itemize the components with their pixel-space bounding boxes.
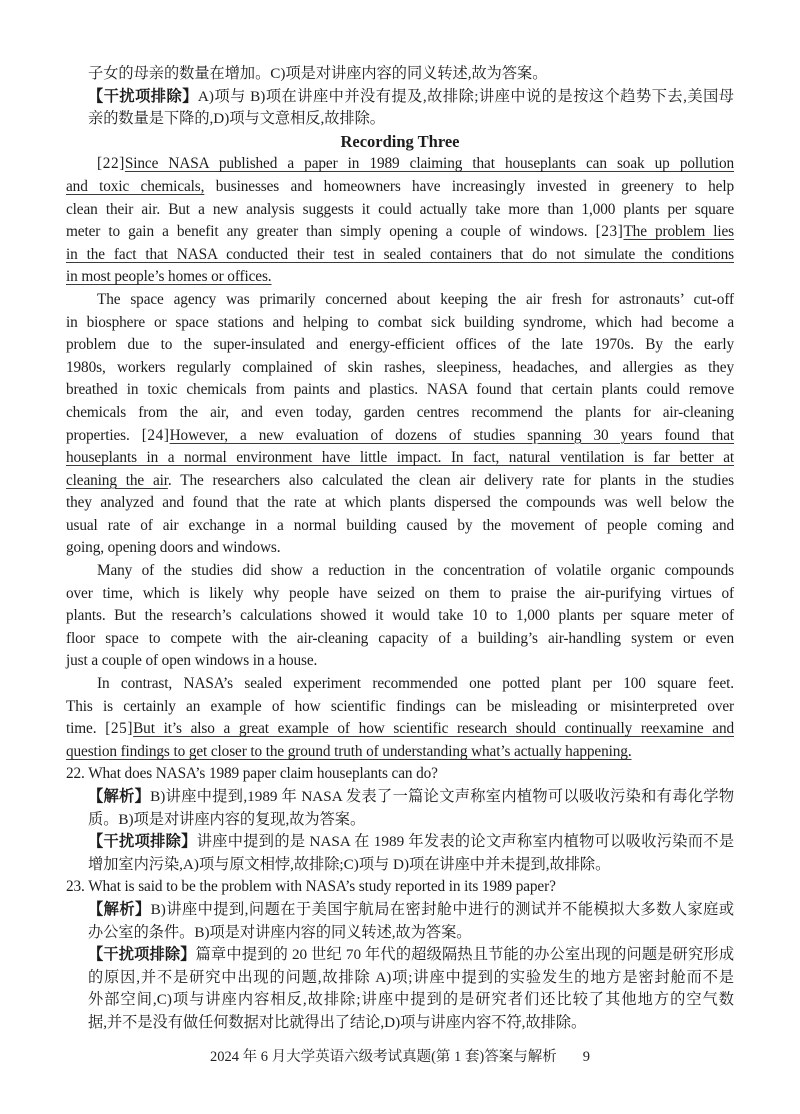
distractor-text: 的原因,并不是研究中出现的问题,故排除 A)项;讲座中提到的实验发生的地方是密封舱而不是 — [88, 968, 734, 986]
line-text: over time, which is likely why people have seized on them to praise the air-purifying virtues of — [66, 584, 734, 602]
passage-line — [66, 153, 734, 176]
passage-line — [66, 357, 734, 380]
question-marker: [23] — [595, 223, 624, 241]
page-content — [66, 63, 734, 1035]
passage-line — [66, 515, 734, 538]
line-text: usual rate of air exchange in a normal building caused by the movement of people coming and — [66, 516, 734, 534]
analysis-text: B)讲座中提到,1989 年 NASA 发表了一篇论文声称室内植物可以吸收污染和有毒化学物 — [150, 788, 735, 805]
line-text: properties. — [66, 426, 142, 444]
passage-line — [66, 402, 734, 425]
line-text: . The researchers also calculated the clean air delivery rate for plants in the studies — [167, 471, 734, 489]
distractor-text: 讲座中提到的是 NASA 在 1989 年发表的论文声称室内植物可以吸收污染而不是 — [196, 833, 735, 851]
distractor-line — [66, 831, 734, 854]
passage-line — [66, 312, 734, 335]
passage-line — [66, 696, 734, 719]
passage-line — [66, 244, 734, 267]
distractor-line — [66, 989, 734, 1012]
analysis-text: 子女的母亲的数量在增加。C)项是对讲座内容的同义转述,故为答案。 — [88, 65, 548, 82]
passage-line — [66, 605, 734, 628]
analysis-line — [66, 809, 734, 832]
distractor-text: 外部空间,C)项与讲座内容相反,故排除;讲座中提到的是研究者们还比较了其他地方的空气数 — [88, 991, 734, 1009]
previous-distractor-line — [66, 108, 734, 131]
passage-line — [66, 334, 734, 357]
distractor-text: 增加室内污染,A)项与原文相悖,故排除;C)项与 D)项在讲座中并未提到,故排除。 — [88, 855, 611, 873]
distractor-line — [66, 1012, 734, 1035]
passage-line — [66, 221, 734, 244]
line-text: plants. But the research’s calculations showed it would take 10 to 1,000 plants per square meter of — [66, 607, 734, 625]
line-text: The space agency was primarily concerned about keeping the air fresh for astronauts’ cut-off — [97, 290, 734, 308]
distractor-line — [66, 854, 734, 877]
passage-line — [66, 470, 734, 493]
answer-underline: houseplants in a normal environment have little impact. In fact, natural ventilation is far better at — [66, 449, 734, 467]
passage-line — [66, 583, 734, 606]
line-text: chemicals from the air, and even today, garden centres recommend the plants for air-cleaning — [66, 403, 734, 421]
line-text: time. — [66, 720, 106, 738]
answer-underline: question findings to get closer to the ground truth of understanding what’s actually happening. — [66, 742, 632, 760]
analysis-line — [66, 786, 734, 809]
line-text: just a couple of open windows in a house. — [66, 652, 318, 670]
passage-line — [66, 176, 734, 199]
line-text: meter to gain a benefit any greater than simply opening a couple of windows. — [66, 223, 596, 241]
line-text: In contrast, NASA’s sealed experiment recommended one potted plant per 100 square feet. — [97, 675, 734, 693]
previous-analysis-line — [66, 63, 734, 86]
passage-line — [66, 560, 734, 583]
passage-line — [66, 628, 734, 651]
passage-line — [66, 718, 734, 741]
line-text: This is certainly an example of how scientific findings can be misleading or misinterpreted over — [66, 697, 734, 715]
answer-underline: But it’s also a great example of how scientific research should continually reexamine and — [133, 720, 735, 738]
line-text: businesses and homeowners have increasingly invested in greenery to help — [204, 177, 734, 195]
answer-underline: Since NASA published a paper in 1989 claiming that houseplants can soak up pollution — [124, 155, 734, 173]
analysis-text: 质。B)项是对讲座内容的复现,故为答案。 — [88, 810, 366, 828]
passage-line — [66, 447, 734, 470]
passage-line — [66, 673, 734, 696]
distractor-text: 篇章中提到的 20 世纪 70 年代的超级隔热且节能的办公室出现的问题是研究形成 — [195, 946, 735, 964]
answer-underline: cleaning the air — [66, 471, 168, 489]
passage-line — [66, 266, 734, 289]
page-footer — [0, 1046, 800, 1068]
distractor-label: 【干扰项排除】 — [88, 87, 198, 105]
question-marker: [22] — [97, 155, 125, 173]
answer-underline: The problem lies — [623, 223, 735, 241]
page-number: 9 — [582, 1049, 591, 1065]
distractor-text: 亲的数量是下降的,D)项与文意相反,故排除。 — [88, 110, 385, 128]
question-text: 22. What does NASA’s 1989 paper claim houseplants can do? — [66, 765, 438, 783]
distractor-line — [66, 944, 734, 967]
distractor-label: 【干扰项排除】 — [88, 946, 196, 964]
distractor-line — [66, 967, 734, 990]
line-text: Many of the studies did show a reduction in the concentration of volatile organic compounds — [97, 562, 734, 580]
distractor-text: A)项与 B)项在讲座中并没有提及,故排除;讲座中说的是按这个趋势下去,美国母 — [197, 87, 734, 105]
line-text: problem due to the super-insulated and energy-efficient offices of the late 1970s. By the early — [66, 336, 734, 354]
previous-distractor-line — [66, 86, 734, 109]
footer-title: 2024 年 6 月大学英语六级考试真题(第 1 套)答案与解析 — [209, 1049, 557, 1065]
answer-underline: in the fact that NASA conducted their test in sealed containers that do not simulate the conditions — [66, 245, 734, 263]
passage-line — [66, 379, 734, 402]
analysis-label: 【解析】 — [88, 900, 151, 918]
question-marker: [25] — [105, 720, 134, 738]
line-text: they analyzed and found that the rate at which plants dispersed the compounds was well below the — [66, 494, 734, 512]
line-text: in biosphere or space stations and helping to combat sick building syndrome, which had become a — [66, 313, 734, 331]
line-text: 1980s, workers regularly complained of skin rashes, sleepiness, headaches, and allergies as they — [66, 358, 734, 376]
answer-underline: However, a new evaluation of dozens of studies spanning 30 years found that — [169, 426, 734, 444]
analysis-line — [66, 922, 734, 945]
passage-line — [66, 425, 734, 448]
distractor-text: 据,并不是没有做任何数据对比就得出了结论,D)项与讲座内容不符,故排除。 — [88, 1013, 587, 1031]
line-text: floor space to compete with the air-cleaning capacity of a building’s air-handling system or even — [66, 629, 734, 647]
passage-line — [66, 199, 734, 222]
distractor-label: 【干扰项排除】 — [88, 833, 197, 851]
line-text: breathed in toxic chemicals from paints and plastics. NASA found that certain plants could remove — [66, 381, 734, 399]
analysis-text: 办公室的条件。B)项是对讲座内容的同义转述,故为答案。 — [88, 923, 472, 941]
question-stem — [66, 876, 734, 899]
line-text: going, opening doors and windows. — [66, 539, 281, 557]
passage-line — [66, 741, 734, 764]
section-title: Recording Three — [340, 131, 460, 151]
analysis-line — [66, 899, 734, 922]
passage-line — [66, 492, 734, 515]
question-text: 23. What is said to be the problem with NASA’s study reported in its 1989 paper? — [66, 878, 556, 896]
question-marker: [24] — [141, 426, 170, 444]
analysis-text: B)讲座中提到,问题在于美国宇航局在密封舱中进行的测试并不能模拟大多数人家庭或 — [150, 900, 735, 918]
answer-underline: and toxic chemicals, — [66, 177, 205, 195]
question-stem — [66, 763, 734, 786]
answer-underline: in most people’s homes or offices. — [66, 268, 272, 286]
passage-line — [66, 650, 734, 673]
line-text: clean their air. But a new analysis suggests it could actually take more than 1,000 plants per square — [66, 200, 734, 218]
analysis-label: 【解析】 — [88, 788, 151, 805]
passage-line — [66, 537, 734, 560]
passage-line — [66, 289, 734, 312]
